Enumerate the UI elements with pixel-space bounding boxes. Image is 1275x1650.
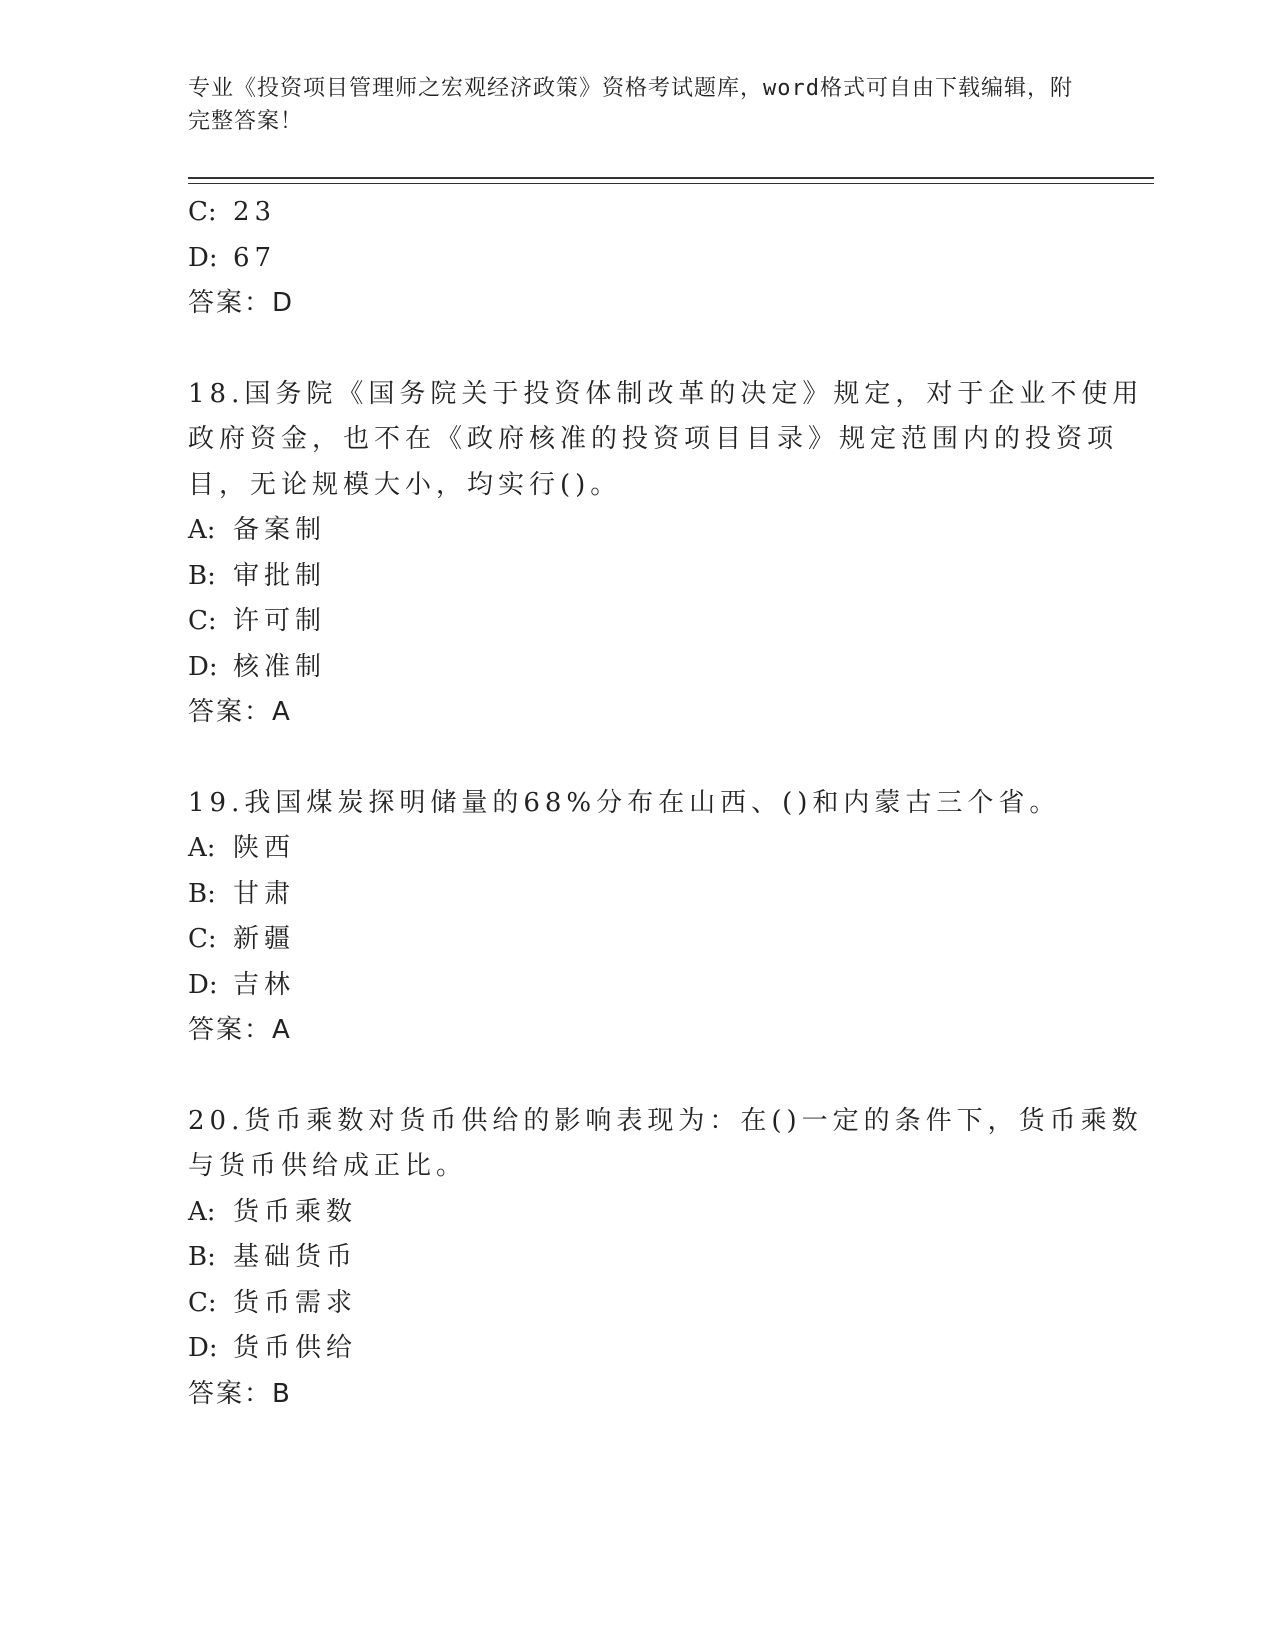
option-text: 基础货币 bbox=[233, 1242, 358, 1272]
option-letter: A: bbox=[188, 1196, 216, 1227]
option-letter: C: bbox=[188, 197, 217, 227]
option-letter: D: bbox=[188, 969, 218, 1000]
spacer bbox=[188, 1054, 1088, 1099]
option-text: 67 bbox=[233, 242, 277, 273]
option-letter: C: bbox=[188, 1287, 217, 1318]
option-b bbox=[188, 872, 1088, 918]
option-text: 备案制 bbox=[233, 515, 327, 545]
option-d bbox=[188, 645, 1088, 691]
question-text-line: 20.货币乘数对货币供给的影响表现为：在()一定的条件下，货币乘数 bbox=[188, 1105, 1143, 1136]
question-text-line: 19.我国煤炭探明储量的68%分布在山西、()和内蒙古三个省。 bbox=[188, 787, 1061, 818]
option-text: 核准制 bbox=[233, 651, 327, 682]
option-text: 甘肃 bbox=[233, 878, 296, 909]
question-text-line: 目，无论规模大小，均实行()。 bbox=[188, 469, 622, 500]
partial-question bbox=[188, 190, 1088, 327]
option-letter: B: bbox=[188, 878, 216, 909]
option-text: 23 bbox=[233, 197, 277, 227]
question-text-line: 与货币供给成正比。 bbox=[188, 1151, 468, 1181]
option-letter: B: bbox=[188, 1242, 216, 1272]
option-c bbox=[188, 190, 1088, 236]
option-c bbox=[188, 1281, 1088, 1327]
header-rule-thin bbox=[188, 183, 1154, 184]
question-19 bbox=[188, 781, 1088, 1054]
option-letter: D: bbox=[188, 651, 218, 682]
answer-line: 答案：A bbox=[188, 697, 292, 727]
option-text: 陕西 bbox=[233, 833, 296, 863]
option-b bbox=[188, 1235, 1088, 1281]
option-text: 货币需求 bbox=[233, 1287, 358, 1318]
option-b bbox=[188, 554, 1088, 600]
option-text: 货币乘数 bbox=[233, 1196, 358, 1227]
option-letter: A: bbox=[188, 833, 216, 863]
option-text: 吉林 bbox=[233, 969, 296, 1000]
option-text: 许可制 bbox=[233, 606, 327, 636]
option-letter: A: bbox=[188, 515, 216, 545]
option-c bbox=[188, 599, 1088, 645]
option-d bbox=[188, 963, 1088, 1009]
header-rule-thick bbox=[188, 177, 1154, 179]
option-a bbox=[188, 508, 1088, 554]
option-text: 审批制 bbox=[233, 560, 327, 591]
question-20 bbox=[188, 1099, 1143, 1418]
option-d bbox=[188, 236, 1088, 282]
option-letter: C: bbox=[188, 606, 217, 636]
option-d bbox=[188, 1326, 1088, 1372]
question-text-line: 18.国务院《国务院关于投资体制改革的决定》规定，对于企业不使用 bbox=[188, 378, 1144, 409]
page-header: 专业《投资项目管理师之宏观经济政策》资格考试题库，word格式可自由下载编辑，附完整答案！ bbox=[188, 76, 1073, 134]
option-c bbox=[188, 917, 1088, 963]
option-letter: B: bbox=[188, 560, 216, 591]
option-text: 货币供给 bbox=[233, 1333, 358, 1363]
option-a bbox=[188, 1190, 1088, 1236]
answer-line: 答案：B bbox=[188, 1378, 292, 1409]
option-text: 新疆 bbox=[233, 924, 296, 954]
question-text-line: 政府资金，也不在《政府核准的投资项目目录》规定范围内的投资项 bbox=[188, 424, 1119, 454]
option-a bbox=[188, 826, 1088, 872]
option-letter: C: bbox=[188, 924, 217, 954]
question-18 bbox=[188, 372, 1144, 736]
answer-line: 答案：A bbox=[188, 1015, 292, 1045]
option-letter: D: bbox=[188, 1333, 218, 1363]
answer-line: 答案：D bbox=[188, 288, 295, 318]
question-list bbox=[188, 190, 1144, 1417]
spacer bbox=[188, 736, 1088, 781]
spacer bbox=[188, 327, 1088, 372]
option-letter: D: bbox=[188, 242, 218, 273]
